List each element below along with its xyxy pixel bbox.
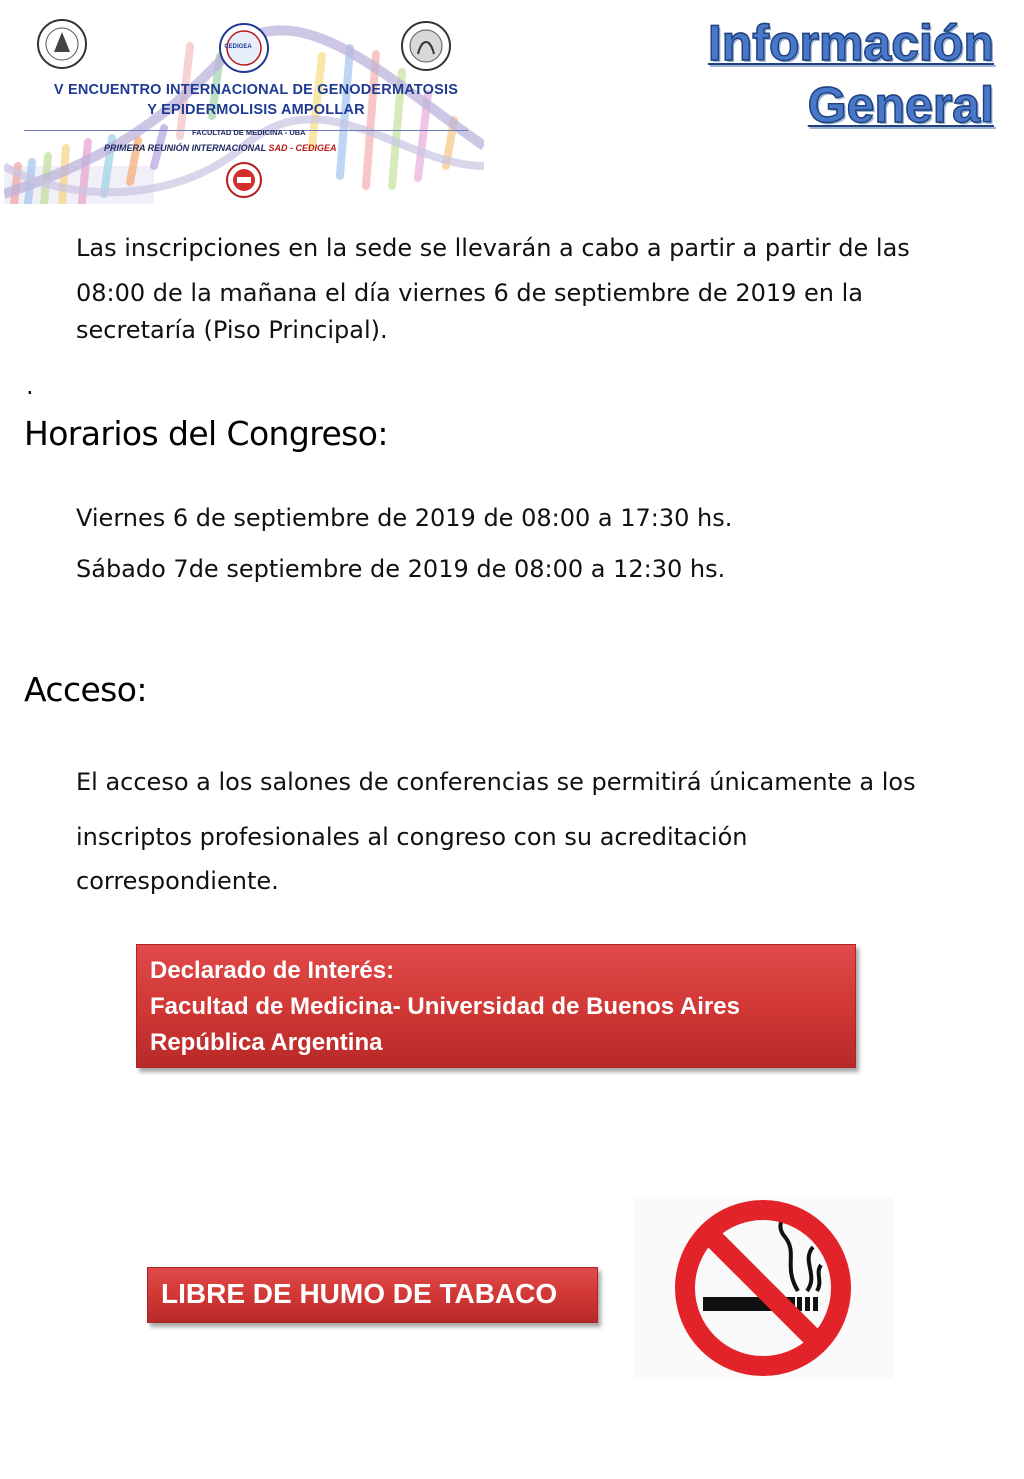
declared-line2: Facultad de Medicina- Universidad de Buenos Aires [150,993,740,1020]
banner-title-line2: Y EPIDERMOLISIS AMPOLLAR [147,102,365,118]
page-title [708,12,994,136]
stray-dot: . [26,372,34,400]
banner-meeting-orgs: SAD - CEDIGEA [268,143,337,153]
registration-line3: secretaría (Piso Principal). [76,316,388,344]
uba-seal-icon [38,20,86,68]
banner-meeting-text: PRIMERA REUNIÓN INTERNACIONAL [104,143,267,153]
registration-line2: 08:00 de la mañana el día viernes 6 de septiembre de 2019 en la [76,279,864,307]
no-smoking-icon [633,1197,893,1379]
schedule-heading: Horarios del Congreso: [24,414,388,453]
smoke-free-label: LIBRE DE HUMO DE TABACO [161,1278,558,1309]
event-banner [4,16,484,204]
faculty-emblem-icon [227,163,261,197]
schedule-day1: Viernes 6 de septiembre de 2019 de 08:00 a 17:30 hs. [76,504,733,532]
sad-seal-icon [402,22,450,70]
access-heading: Acceso: [24,670,147,709]
declared-line1: Declarado de Interés: [150,957,395,984]
cedigea-label: CEDIGEA [224,44,252,50]
declared-interest-box [136,944,856,1068]
smoke-free-box [147,1267,598,1323]
access-line2: inscriptos profesionales al congreso con su acreditación [76,823,748,851]
banner-faculty: FACULTAD DE MEDICINA - UBA [192,128,306,137]
banner-title-line1: V ENCUENTRO INTERNACIONAL DE GENODERMATOSIS [53,82,459,98]
access-line3: correspondiente. [76,867,279,895]
schedule-day2: Sábado 7de septiembre de 2019 de 08:00 a 12:30 hs. [76,555,726,583]
declared-line3: República Argentina [150,1029,383,1056]
access-line1: El acceso a los salones de conferencias se permitirá únicamente a los [76,768,916,796]
page-title-line2: General [807,77,994,133]
registration-line1: Las inscripciones en la sede se llevarán a cabo a partir a partir de las [76,234,910,262]
banner-meeting [104,143,337,153]
page-title-line1: Información [707,15,994,71]
